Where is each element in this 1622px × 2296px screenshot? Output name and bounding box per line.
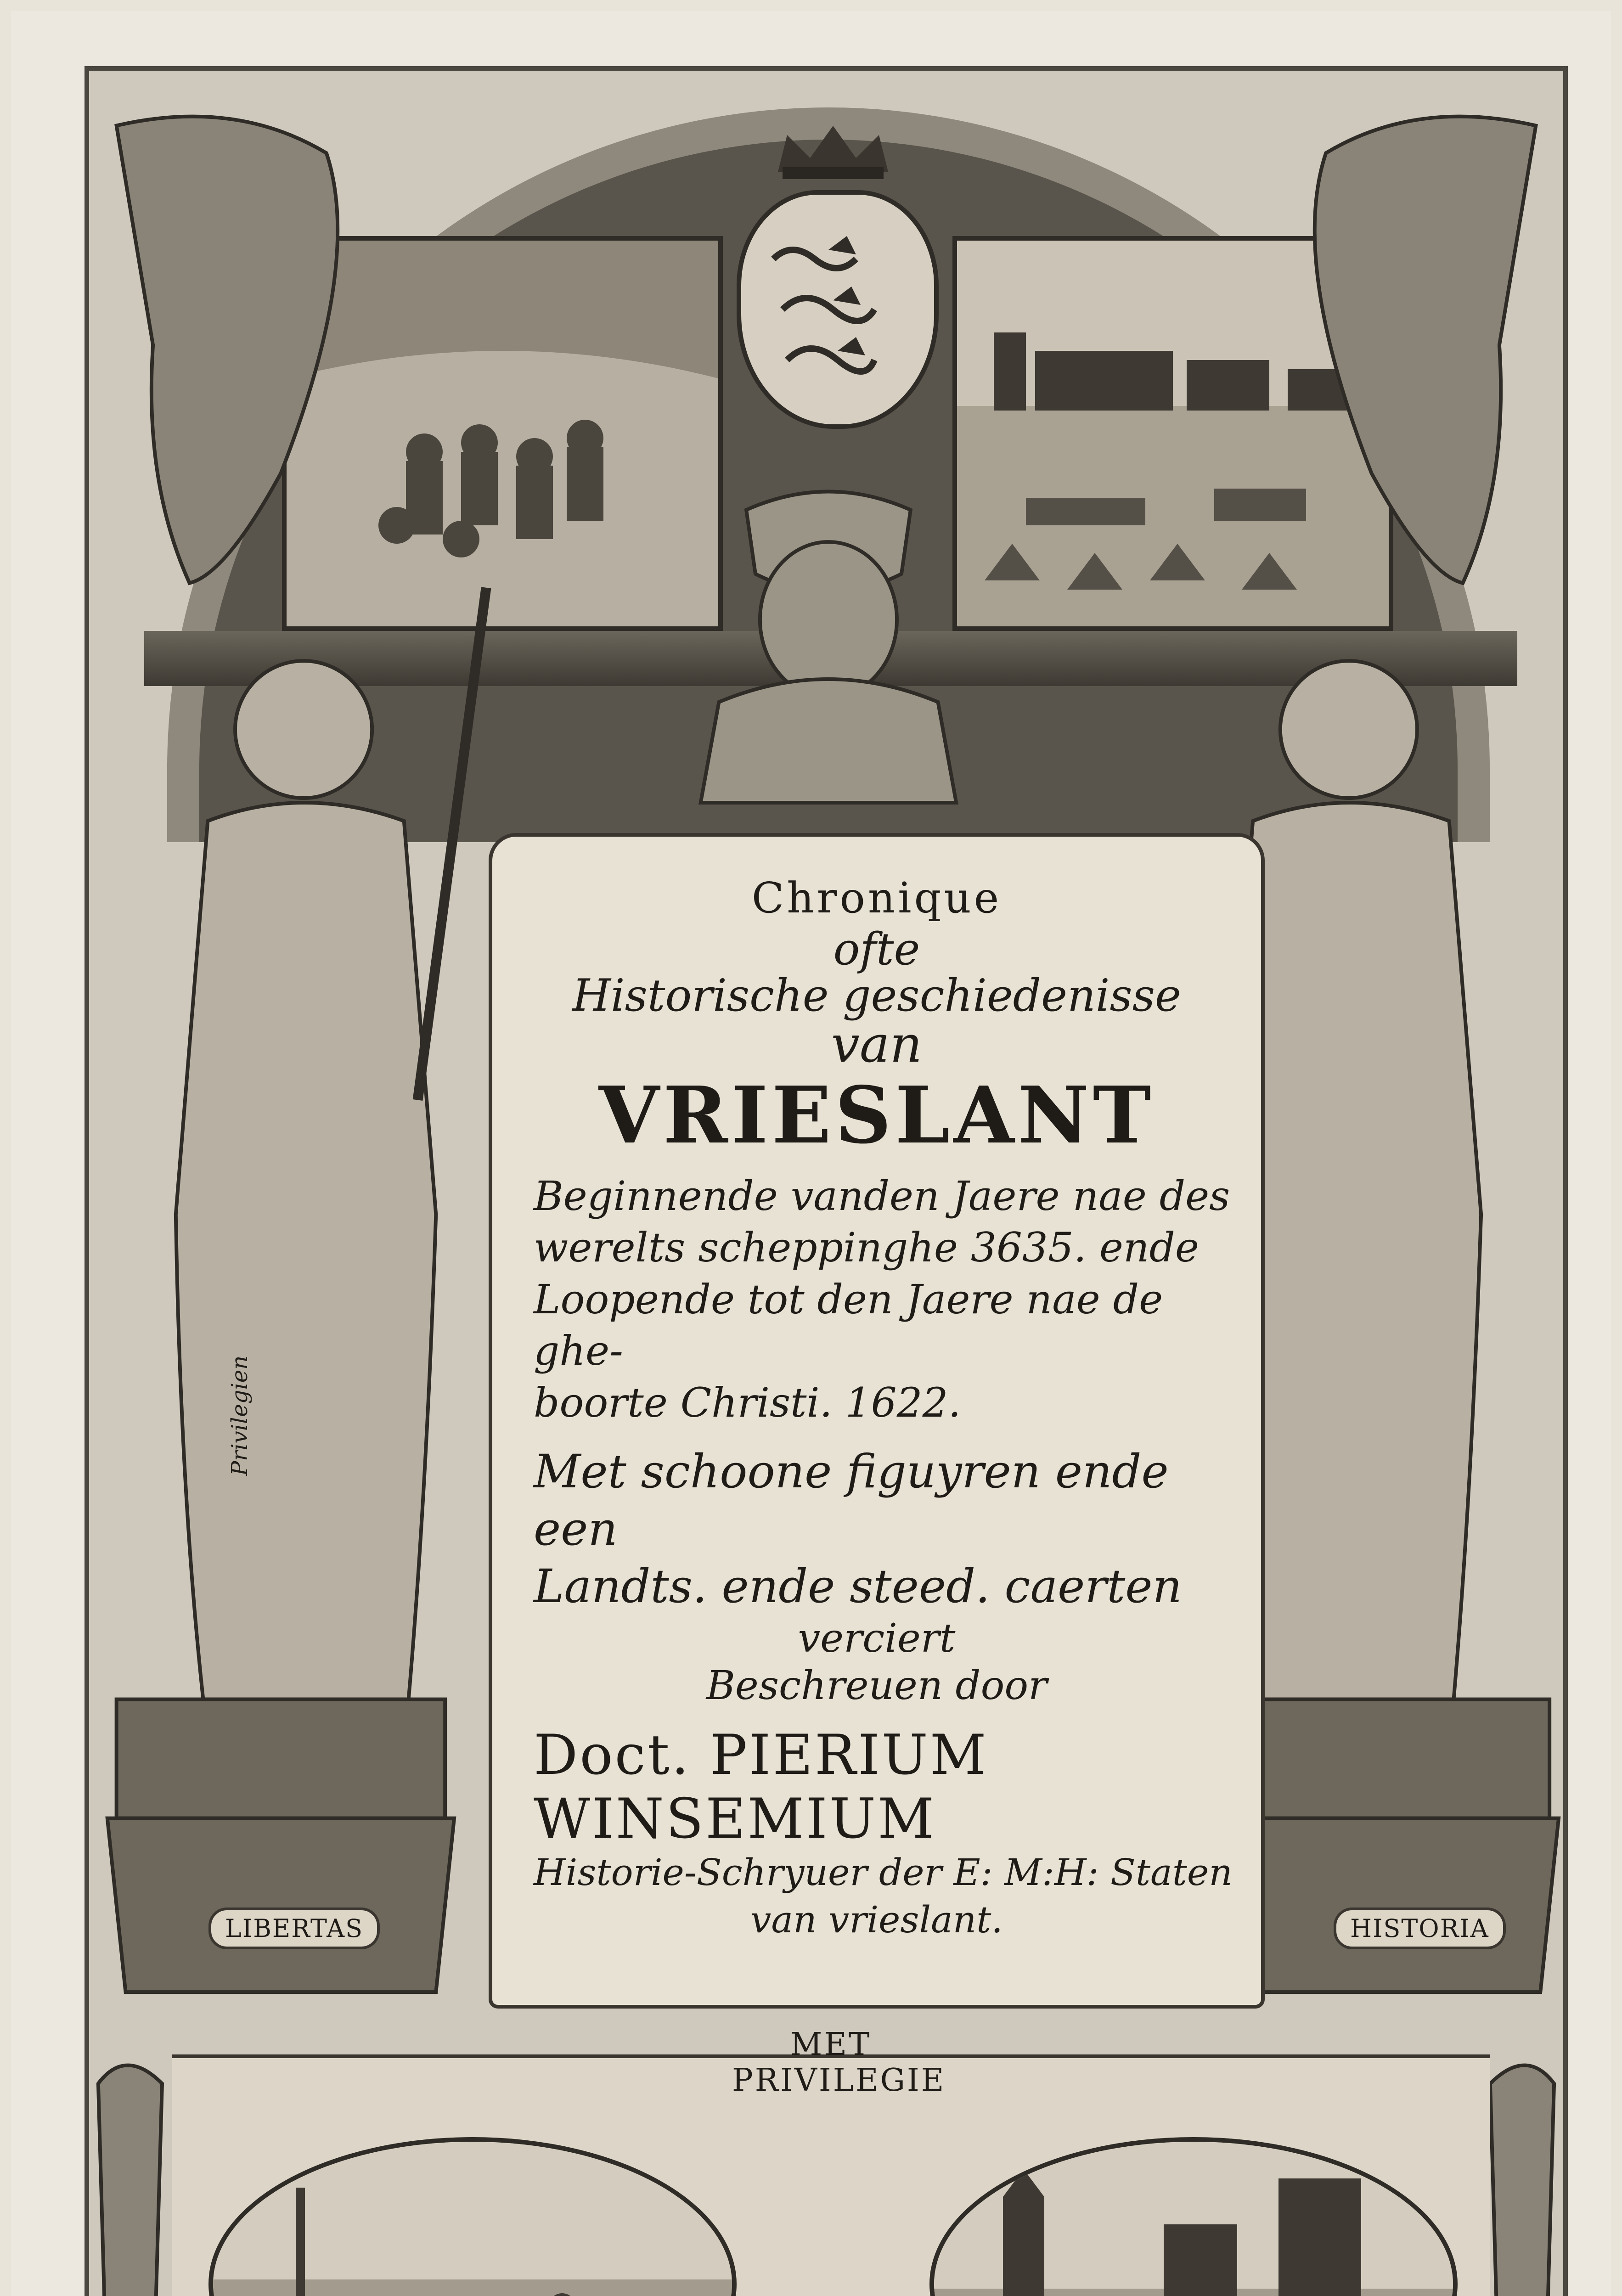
title-vrieslant: VRIESLANT — [598, 1069, 1155, 1161]
author-place: van vrieslant. — [750, 1898, 1003, 1941]
desc-line-6: Landts. ende steed. caerten — [534, 1559, 1182, 1613]
title-ofte: ofte — [833, 923, 920, 975]
privilege-line-1: MET — [790, 2026, 872, 2063]
title-historische: Historische geschiedenisse — [572, 969, 1181, 1021]
libertas-label: LIBERTAS — [208, 1908, 380, 1949]
privilege-line-2: PRIVILEGIE — [732, 2062, 946, 2099]
desc-line-3: Loopende tot den Jaere nae de ghe- — [534, 1275, 1163, 1375]
title-van: van — [831, 1014, 923, 1074]
desc-line-8: Beschreuen door — [706, 1662, 1048, 1709]
author-name: Doct. PIERIUM WINSEMIUM — [534, 1723, 988, 1851]
desc-line-2: werelts scheppinghe 3635. ende — [534, 1224, 1199, 1272]
title-text-block — [520, 873, 1233, 1941]
desc-line-1: Beginnende vanden Jaere nae des — [534, 1172, 1230, 1220]
author-role: Historie-Schryuer der E: M:H: Staten — [534, 1851, 1233, 1894]
paper-sheet — [11, 11, 1611, 2296]
historia-label: HISTORIA — [1334, 1908, 1506, 1949]
engraving-plate — [84, 66, 1568, 2296]
title-chronique: Chronique — [751, 873, 1002, 923]
privilegien-label: Privilegien — [227, 1355, 253, 1476]
desc-line-5: Met schoone figuyren ende een — [534, 1444, 1169, 1556]
desc-line-7: verciert — [798, 1615, 956, 1661]
desc-line-4: boorte Christi. 1622. — [534, 1379, 961, 1427]
privilege-notice — [732, 2026, 946, 2099]
title-banner — [489, 833, 1265, 2009]
